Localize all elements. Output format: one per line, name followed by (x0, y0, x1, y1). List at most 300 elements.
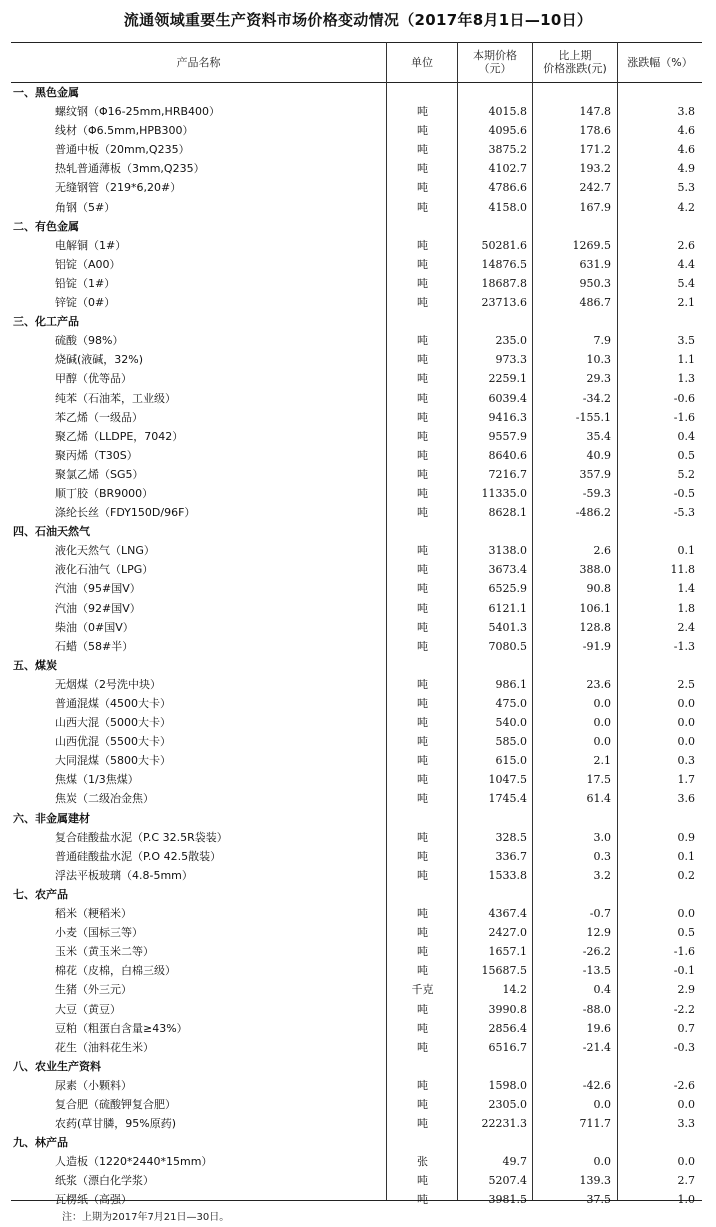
product-name: 甲醇（优等品） (55, 372, 132, 386)
change-cell: 23.6 (586, 677, 611, 691)
change-cell: -13.5 (582, 964, 611, 978)
price-cell: 3138.0 (488, 544, 527, 558)
product-name: 大豆（黄豆） (55, 1002, 121, 1016)
price-cell: 22231.3 (481, 1117, 527, 1131)
unit-cell: 吨 (417, 620, 428, 634)
change-cell: 19.6 (586, 1021, 611, 1035)
product-name: 山西大混（5000大卡） (55, 716, 171, 730)
product-name: 烧碱(液碱，32%) (55, 353, 144, 367)
product-name: 无缝钢管（219*6,20#） (55, 181, 182, 195)
product-name: 尿素（小颗料） (55, 1078, 132, 1092)
unit-cell: 吨 (417, 334, 428, 348)
product-name: 稻米（粳稻米） (55, 907, 132, 921)
change-cell: 3.0 (593, 830, 611, 844)
price-cell: 4786.6 (488, 181, 527, 195)
unit-cell: 吨 (417, 830, 428, 844)
table-row (11, 675, 702, 694)
change-cell: 106.1 (579, 601, 611, 615)
unit-cell: 吨 (417, 639, 428, 653)
price-cell: 8640.6 (488, 448, 527, 462)
category-row (11, 83, 702, 102)
header-pct-change: 涨跌幅（%） (627, 55, 693, 69)
change-cell: -88.0 (582, 1002, 611, 1016)
footnote: 注：上期为2017年7月21日—30日。 (62, 1212, 230, 1223)
table-row (11, 503, 702, 522)
category-row (11, 885, 702, 904)
pct-cell: 0.5 (677, 448, 695, 462)
pct-cell: 0.3 (677, 754, 695, 768)
price-cell: 4367.4 (488, 907, 527, 921)
pct-cell: -2.6 (673, 1078, 695, 1092)
table-row (11, 1019, 702, 1038)
product-name: 汽油（95#国Ⅴ） (55, 582, 141, 596)
category-row (11, 656, 702, 675)
product-name: 液化石油气（LPG） (55, 563, 154, 577)
change-cell: 128.8 (579, 620, 611, 634)
pct-cell: 3.6 (677, 792, 695, 806)
table-row (11, 618, 702, 637)
category-title: 六、非金属建材 (13, 811, 90, 825)
product-name: 豆粕（粗蛋白含量≥43%） (55, 1021, 188, 1035)
change-cell: 35.4 (586, 429, 611, 443)
table-row (11, 866, 702, 885)
header-price-line1: 本期价格 (473, 49, 517, 62)
change-cell: 171.2 (579, 143, 611, 157)
change-cell: 178.6 (579, 124, 611, 138)
change-cell: 147.8 (579, 105, 611, 119)
table-row (11, 1190, 702, 1209)
change-cell: 17.5 (586, 773, 611, 787)
price-cell: 6525.9 (488, 582, 527, 596)
change-cell: 2.1 (593, 754, 611, 768)
table-row (11, 140, 702, 159)
product-name: 螺纹钢（Φ16-25mm,HRB400） (55, 105, 221, 119)
price-cell: 4015.8 (488, 105, 527, 119)
product-name: 聚乙烯（LLDPE，7042） (55, 429, 184, 443)
change-cell: 193.2 (579, 162, 611, 176)
price-cell: 235.0 (495, 334, 527, 348)
pct-cell: 5.4 (677, 276, 695, 290)
product-name: 焦炭（二级冶金焦） (55, 792, 154, 806)
change-cell: -21.4 (582, 1040, 611, 1054)
table-row (11, 350, 702, 369)
pct-cell: 3.5 (677, 334, 695, 348)
table-row (11, 255, 702, 274)
change-cell: 29.3 (586, 372, 611, 386)
table-row (11, 427, 702, 446)
table-row (11, 1076, 702, 1095)
unit-cell: 吨 (417, 1040, 428, 1054)
unit-cell: 吨 (417, 1097, 428, 1111)
unit-cell: 吨 (417, 296, 428, 310)
unit-cell: 吨 (417, 1002, 428, 1016)
pct-cell: 4.2 (677, 200, 695, 214)
price-cell: 9416.3 (488, 410, 527, 424)
table-row (11, 293, 702, 312)
unit-cell: 吨 (417, 276, 428, 290)
product-name: 纸浆（漂白化学浆） (55, 1174, 154, 1188)
table-row (11, 732, 702, 751)
product-name: 苯乙烯（一级品） (55, 410, 143, 424)
table-row (11, 904, 702, 923)
category-row (11, 217, 702, 236)
price-cell: 475.0 (495, 697, 527, 710)
unit-cell: 吨 (417, 448, 428, 462)
price-cell: 14.2 (502, 983, 527, 997)
unit-cell: 吨 (417, 238, 428, 252)
product-name: 柴油（0#国Ⅴ） (55, 620, 134, 634)
product-name: 花生（油料花生米） (55, 1040, 154, 1054)
pct-cell: 0.5 (677, 926, 695, 940)
unit-cell: 吨 (417, 143, 428, 157)
price-cell: 1047.5 (488, 773, 527, 787)
price-cell: 986.1 (495, 677, 527, 691)
product-name: 热轧普通薄板（3mm,Q235） (55, 162, 205, 176)
product-name: 硫酸（98%） (55, 334, 124, 348)
category-row (11, 1057, 702, 1076)
table-row (11, 713, 702, 732)
price-cell: 615.0 (495, 754, 527, 768)
table-row (11, 961, 702, 980)
table-row (11, 465, 702, 484)
price-cell: 9557.9 (488, 429, 527, 443)
pct-cell: -2.2 (673, 1002, 695, 1016)
header-product-name: 产品名称 (176, 55, 221, 69)
header-price-line2: （元） (478, 62, 512, 75)
unit-cell: 吨 (417, 563, 428, 577)
change-cell: 61.4 (586, 792, 611, 806)
category-title: 八、农业生产资料 (13, 1059, 101, 1073)
table-row (11, 942, 702, 961)
pct-cell: 1.0 (677, 1193, 695, 1207)
pct-cell: 0.0 (677, 907, 695, 921)
table-row (11, 236, 702, 255)
unit-cell: 吨 (417, 697, 428, 710)
product-name: 锌锭（0#） (55, 296, 116, 310)
unit-cell: 吨 (417, 716, 428, 730)
price-cell: 2856.4 (488, 1021, 527, 1035)
product-name: 普通中板（20mm,Q235） (55, 143, 190, 157)
change-cell: 12.9 (586, 926, 611, 940)
unit-cell: 吨 (417, 257, 428, 271)
pct-cell: 11.8 (670, 563, 695, 577)
table-row (11, 369, 702, 388)
unit-cell: 吨 (417, 773, 428, 787)
category-title: 七、农产品 (13, 887, 68, 901)
table-row (11, 1000, 702, 1019)
pct-cell: -1.3 (673, 639, 695, 653)
price-cell: 5401.3 (488, 620, 527, 634)
unit-cell: 千克 (411, 983, 434, 997)
price-cell: 973.3 (495, 353, 527, 367)
change-cell: 40.9 (586, 448, 611, 462)
unit-cell: 吨 (417, 1117, 428, 1131)
pct-cell: 5.3 (677, 181, 695, 195)
price-cell: 2427.0 (488, 926, 527, 940)
unit-cell: 吨 (417, 353, 428, 367)
header-price-change (533, 42, 617, 82)
price-cell: 49.7 (502, 1155, 527, 1169)
category-title: 二、有色金属 (13, 219, 79, 233)
product-name: 纯苯（石油苯，工业级） (55, 391, 176, 405)
pct-cell: 2.1 (677, 296, 695, 310)
price-cell: 336.7 (495, 849, 527, 863)
unit-cell: 吨 (417, 372, 428, 386)
product-name: 线材（Φ6.5mm,HPB300） (55, 124, 194, 138)
product-name: 铝锭（A00） (55, 257, 121, 271)
header-current-price (458, 42, 532, 82)
price-cell: 5207.4 (488, 1174, 527, 1188)
pct-cell: 2.6 (677, 238, 695, 252)
unit-cell: 吨 (417, 582, 428, 596)
unit-cell: 吨 (417, 391, 428, 405)
change-cell: 0.0 (593, 1155, 611, 1169)
product-name: 普通硅酸盐水泥（P.O 42.5散装） (55, 849, 222, 863)
price-cell: 11335.0 (481, 486, 527, 500)
unit-cell: 吨 (417, 1174, 428, 1188)
table-row (11, 1171, 702, 1190)
table-row (11, 579, 702, 598)
table-row (11, 331, 702, 350)
product-name: 生猪（外三元） (55, 983, 132, 997)
pct-cell: 4.6 (677, 143, 695, 157)
pct-cell: 2.9 (677, 983, 695, 997)
table-body (11, 83, 702, 1210)
change-cell: 10.3 (586, 353, 611, 367)
product-name: 复合硅酸盐水泥（P.C 32.5R袋装） (55, 830, 228, 844)
table-row (11, 198, 702, 217)
change-cell: 7.9 (593, 334, 611, 348)
product-name: 汽油（92#国Ⅴ） (55, 601, 141, 615)
price-cell: 6039.4 (488, 391, 527, 405)
category-title: 九、林产品 (13, 1136, 68, 1150)
price-cell: 4102.7 (488, 162, 527, 176)
table-row (11, 770, 702, 789)
pct-cell: 0.9 (677, 830, 695, 844)
price-cell: 1598.0 (488, 1078, 527, 1092)
table-row (11, 446, 702, 465)
pct-cell: 4.9 (677, 162, 695, 176)
unit-cell: 吨 (417, 124, 428, 138)
unit-cell: 吨 (417, 677, 428, 691)
unit-cell: 吨 (417, 506, 428, 520)
price-cell: 7080.5 (488, 639, 527, 653)
change-cell: -155.1 (575, 410, 611, 424)
pct-cell: 0.0 (677, 1097, 695, 1111)
change-cell: 0.0 (593, 735, 611, 749)
price-cell: 7216.7 (488, 467, 527, 481)
pct-cell: -0.1 (673, 964, 695, 978)
pct-cell: 0.4 (677, 429, 695, 443)
pct-cell: 3.3 (677, 1117, 695, 1131)
pct-cell: 5.2 (677, 467, 695, 481)
change-cell: 0.0 (593, 716, 611, 730)
pct-cell: -1.6 (673, 410, 695, 424)
unit-cell: 吨 (417, 964, 428, 978)
price-cell: 8628.1 (488, 506, 527, 520)
unit-cell: 吨 (417, 162, 428, 176)
unit-cell: 吨 (417, 467, 428, 481)
product-name: 浮法平板玻璃（4.8-5mm） (55, 868, 193, 882)
product-name: 聚丙烯（T30S） (55, 448, 138, 462)
table-row (11, 484, 702, 503)
pct-cell: 0.0 (677, 1155, 695, 1169)
table-row (11, 178, 702, 197)
change-cell: 0.0 (593, 1097, 611, 1111)
product-name: 复合肥（硫酸钾复合肥） (55, 1097, 176, 1111)
product-name: 人造板（1220*2440*15mm） (55, 1155, 213, 1169)
table-row (11, 751, 702, 770)
price-cell: 585.0 (495, 735, 527, 749)
unit-cell: 吨 (417, 868, 428, 882)
change-cell: 2.6 (593, 544, 611, 558)
table-row (11, 159, 702, 178)
product-name: 小麦（国标三等） (55, 926, 143, 940)
unit-cell: 吨 (417, 601, 428, 615)
change-cell: 1269.5 (572, 238, 611, 252)
table-row (11, 1095, 702, 1114)
price-cell: 15687.5 (481, 964, 527, 978)
change-cell: 139.3 (579, 1174, 611, 1188)
table-row (11, 102, 702, 121)
price-cell: 50281.6 (481, 238, 527, 252)
category-title: 五、煤炭 (13, 658, 57, 672)
product-name: 普通混煤（4500大卡） (55, 697, 171, 710)
table-row (11, 274, 702, 293)
unit-cell: 吨 (417, 486, 428, 500)
pct-cell: -0.6 (673, 391, 695, 405)
unit-cell: 吨 (417, 544, 428, 558)
product-name: 铅锭（1#） (55, 276, 116, 290)
price-cell: 540.0 (495, 716, 527, 730)
price-cell: 14876.5 (481, 257, 527, 271)
price-cell: 2259.1 (488, 372, 527, 386)
change-cell: 950.3 (579, 276, 611, 290)
product-name: 液化天然气（LNG） (55, 544, 155, 558)
change-cell: 0.4 (593, 983, 611, 997)
table-row (11, 980, 702, 999)
category-title: 四、石油天然气 (13, 525, 90, 539)
change-cell: 711.7 (579, 1117, 611, 1131)
change-cell: -34.2 (582, 391, 611, 405)
unit-cell: 张 (417, 1155, 428, 1169)
table-row (11, 1114, 702, 1133)
change-cell: 357.9 (579, 467, 611, 481)
unit-cell: 吨 (417, 1021, 428, 1035)
pct-cell: 0.2 (677, 868, 695, 882)
change-cell: 90.8 (586, 582, 611, 596)
pct-cell: 0.0 (677, 697, 695, 710)
category-row (11, 1133, 702, 1152)
table-row (11, 389, 702, 408)
pct-cell: 1.1 (677, 353, 695, 367)
pct-cell: 1.8 (677, 601, 695, 615)
price-cell: 3981.5 (488, 1193, 527, 1207)
pct-cell: 0.1 (677, 544, 695, 558)
table-row (11, 1038, 702, 1057)
price-cell: 6516.7 (488, 1040, 527, 1054)
pct-cell: 4.4 (677, 257, 695, 271)
unit-cell: 吨 (417, 105, 428, 119)
price-cell: 3875.2 (488, 143, 527, 157)
price-cell: 328.5 (495, 830, 527, 844)
table-row (11, 923, 702, 942)
table-row (11, 541, 702, 560)
price-cell: 1745.4 (488, 792, 527, 806)
change-cell: 242.7 (579, 181, 611, 195)
price-cell: 4158.0 (488, 200, 527, 214)
change-cell: 167.9 (579, 200, 611, 214)
unit-cell: 吨 (417, 754, 428, 768)
header-change-line2: 价格涨跌(元) (543, 62, 607, 75)
unit-cell: 吨 (417, 200, 428, 214)
table-row (11, 1152, 702, 1171)
unit-cell: 吨 (417, 735, 428, 749)
change-cell: 486.7 (579, 296, 611, 310)
pct-cell: 2.7 (677, 1174, 695, 1188)
pct-cell: 3.8 (677, 105, 695, 119)
table-row (11, 828, 702, 847)
unit-cell: 吨 (417, 849, 428, 863)
change-cell: -42.6 (582, 1078, 611, 1092)
pct-cell: -1.6 (673, 945, 695, 959)
pct-cell: 0.0 (677, 716, 695, 730)
pct-cell: -0.5 (673, 486, 695, 500)
product-name: 无烟煤（2号洗中块） (55, 677, 161, 691)
unit-cell: 吨 (417, 907, 428, 921)
category-title: 三、化工产品 (13, 315, 79, 329)
table-row (11, 599, 702, 618)
table-row (11, 121, 702, 140)
price-cell: 3990.8 (488, 1002, 527, 1016)
change-cell: 0.0 (593, 697, 611, 710)
product-name: 大同混煤（5800大卡） (55, 754, 171, 768)
price-cell: 23713.6 (481, 296, 527, 310)
change-cell: 388.0 (579, 563, 611, 577)
pct-cell: -0.3 (673, 1040, 695, 1054)
page-title: 流通领域重要生产资料市场价格变动情况（2017年8月1日—10日） (123, 11, 593, 29)
header-change-line1: 比上期 (558, 49, 592, 62)
unit-cell: 吨 (417, 410, 428, 424)
unit-cell: 吨 (417, 429, 428, 443)
table-row (11, 694, 702, 713)
price-cell: 18687.8 (481, 276, 527, 290)
unit-cell: 吨 (417, 945, 428, 959)
product-name: 角钢（5#） (55, 200, 116, 214)
pct-cell: 0.1 (677, 849, 695, 863)
change-cell: 37.5 (586, 1193, 611, 1207)
pct-cell: 0.7 (677, 1021, 695, 1035)
pct-cell: 1.3 (677, 372, 695, 386)
price-cell: 1533.8 (488, 868, 527, 882)
table-row (11, 637, 702, 656)
change-cell: 3.2 (593, 868, 611, 882)
change-cell: -91.9 (582, 639, 611, 653)
price-cell: 4095.6 (488, 124, 527, 138)
change-cell: -59.3 (582, 486, 611, 500)
product-name: 石蜡（58#半） (55, 639, 134, 653)
unit-cell: 吨 (417, 792, 428, 806)
change-cell: 0.3 (593, 849, 611, 863)
price-cell: 6121.1 (488, 601, 527, 615)
pct-cell: 0.0 (677, 735, 695, 749)
category-title: 一、黑色金属 (13, 86, 79, 99)
change-cell: 631.9 (579, 257, 611, 271)
product-name: 农药(草甘膦，95%原药) (55, 1117, 177, 1131)
pct-cell: 1.7 (677, 773, 695, 787)
table-row (11, 789, 702, 808)
product-name: 顺丁胶（BR9000） (55, 486, 154, 500)
